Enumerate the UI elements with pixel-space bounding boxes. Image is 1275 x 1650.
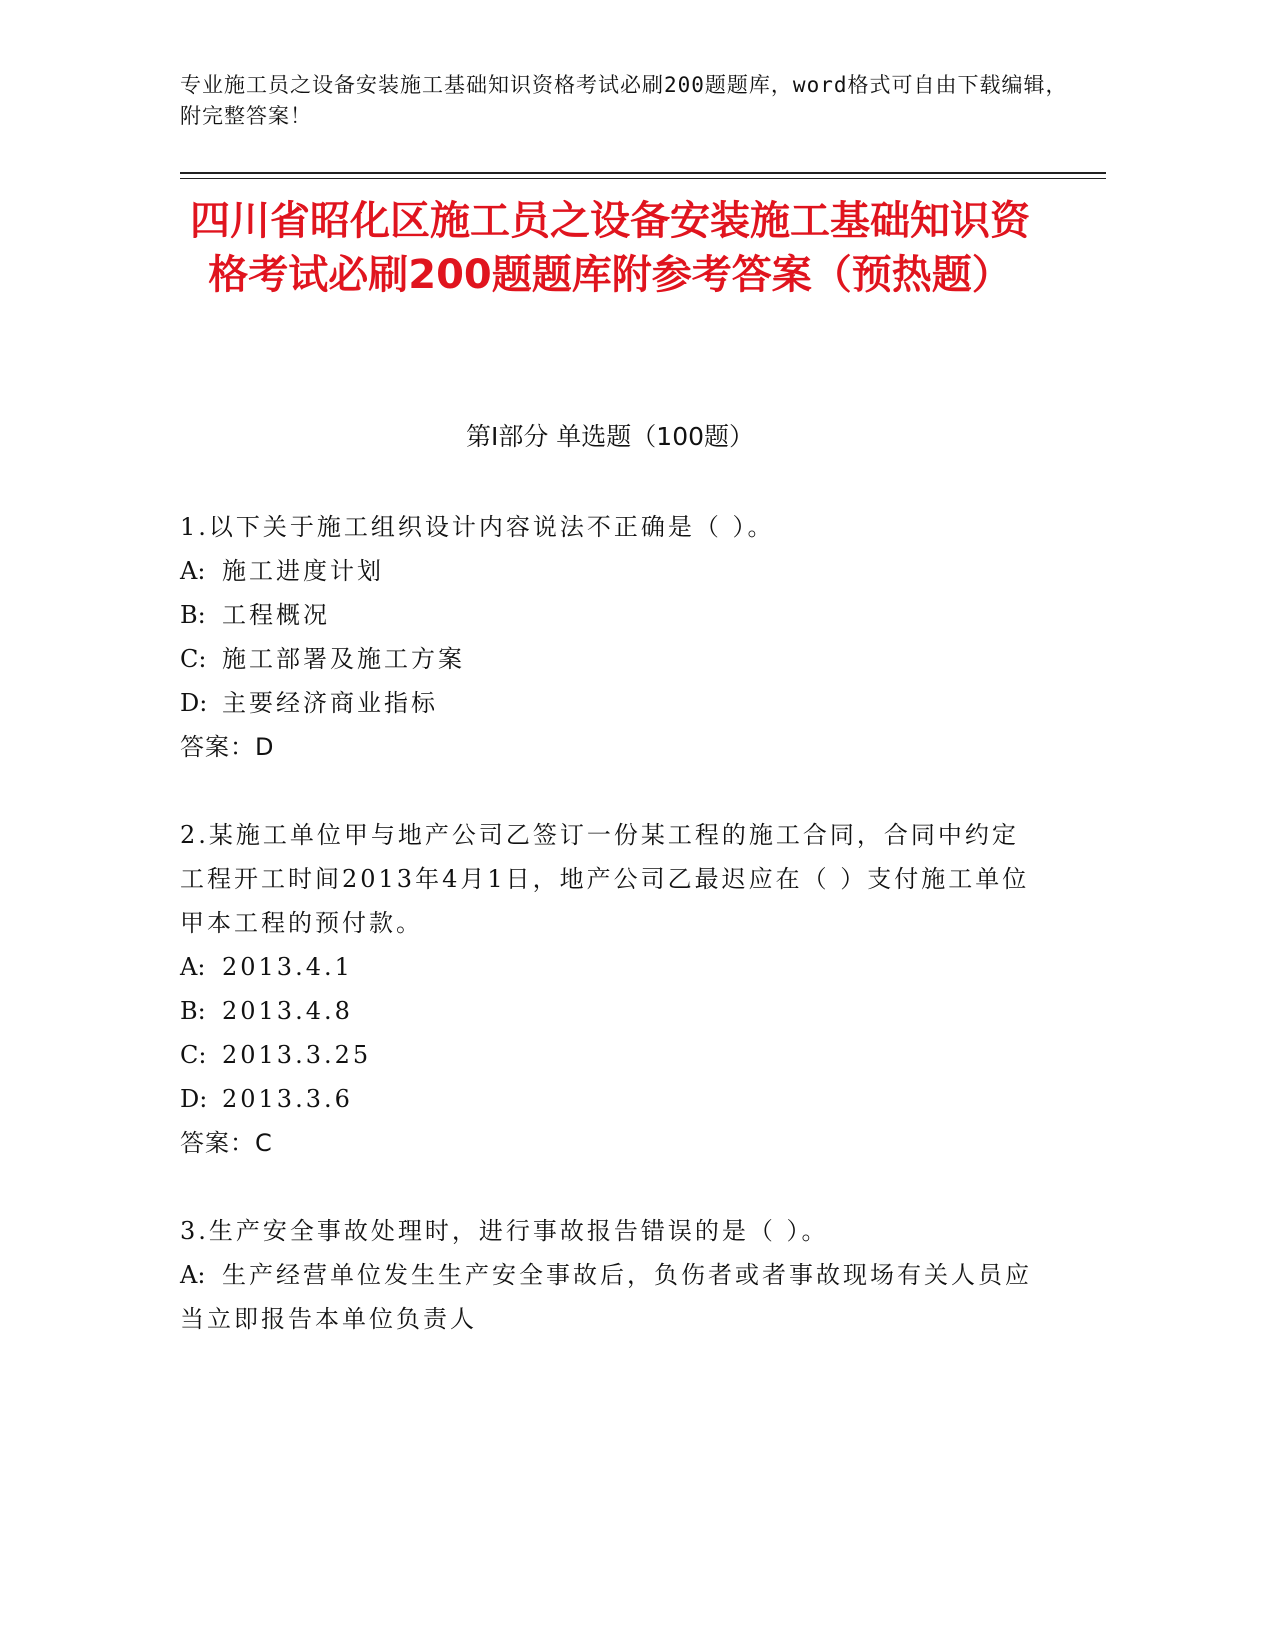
option-a (180, 1253, 1040, 1341)
question-2 (180, 813, 1040, 1165)
option-text: 主要经济商业指标 (222, 689, 438, 717)
question-3 (180, 1209, 1040, 1341)
option-text: 2013.4.1 (222, 953, 353, 981)
option-a (180, 549, 1040, 593)
question-stem: 3.生产安全事故处理时，进行事故报告错误的是（ ）。 (180, 1217, 829, 1245)
option-text: 2013.3.25 (222, 1041, 372, 1069)
option-key: B: (180, 997, 206, 1025)
option-key: C: (180, 645, 207, 673)
option-text: 工程概况 (222, 601, 330, 629)
option-key: D: (180, 1085, 208, 1113)
option-key: D: (180, 689, 208, 717)
question-stem: 2.某施工单位甲与地产公司乙签订一份某工程的施工合同，合同中约定工程开工时间2013年4月1日，地产公司乙最迟应在（ ）支付施工单位甲本工程的预付款。 (180, 821, 1030, 937)
question-list (180, 505, 1040, 1385)
option-key: A: (180, 1261, 206, 1289)
option-b (180, 989, 1040, 1033)
option-a (180, 945, 1040, 989)
option-key: A: (180, 953, 206, 981)
option-d (180, 681, 1040, 725)
answer-line: 答案：C (180, 1129, 273, 1157)
option-key: B: (180, 601, 206, 629)
option-key: A: (180, 557, 206, 585)
header-divider-thick (180, 172, 1106, 174)
answer-line: 答案：D (180, 733, 275, 761)
option-text: 施工部署及施工方案 (222, 645, 465, 673)
question-1 (180, 505, 1040, 769)
section-title: 第Ⅰ部分 单选题（100题） (465, 422, 755, 451)
option-text: 施工进度计划 (222, 557, 384, 585)
option-d (180, 1077, 1040, 1121)
document-title: 四川省昭化区施工员之设备安装施工基础知识资格考试必刷200题题库附参考答案（预热题） (190, 198, 1030, 298)
option-text: 生产经营单位发生生产安全事故后，负伤者或者事故现场有关人员应当立即报告本单位负责人 (180, 1261, 1032, 1333)
option-c (180, 637, 1040, 681)
option-b (180, 593, 1040, 637)
header-note: 专业施工员之设备安装施工基础知识资格考试必刷200题题库，word格式可自由下载编辑，附完整答案！ (180, 73, 1068, 128)
option-text: 2013.3.6 (222, 1085, 353, 1113)
option-key: C: (180, 1041, 207, 1069)
header-divider-thin (180, 178, 1106, 179)
option-c (180, 1033, 1040, 1077)
question-stem: 1.以下关于施工组织设计内容说法不正确是（ ）。 (180, 513, 775, 541)
option-text: 2013.4.8 (222, 997, 353, 1025)
